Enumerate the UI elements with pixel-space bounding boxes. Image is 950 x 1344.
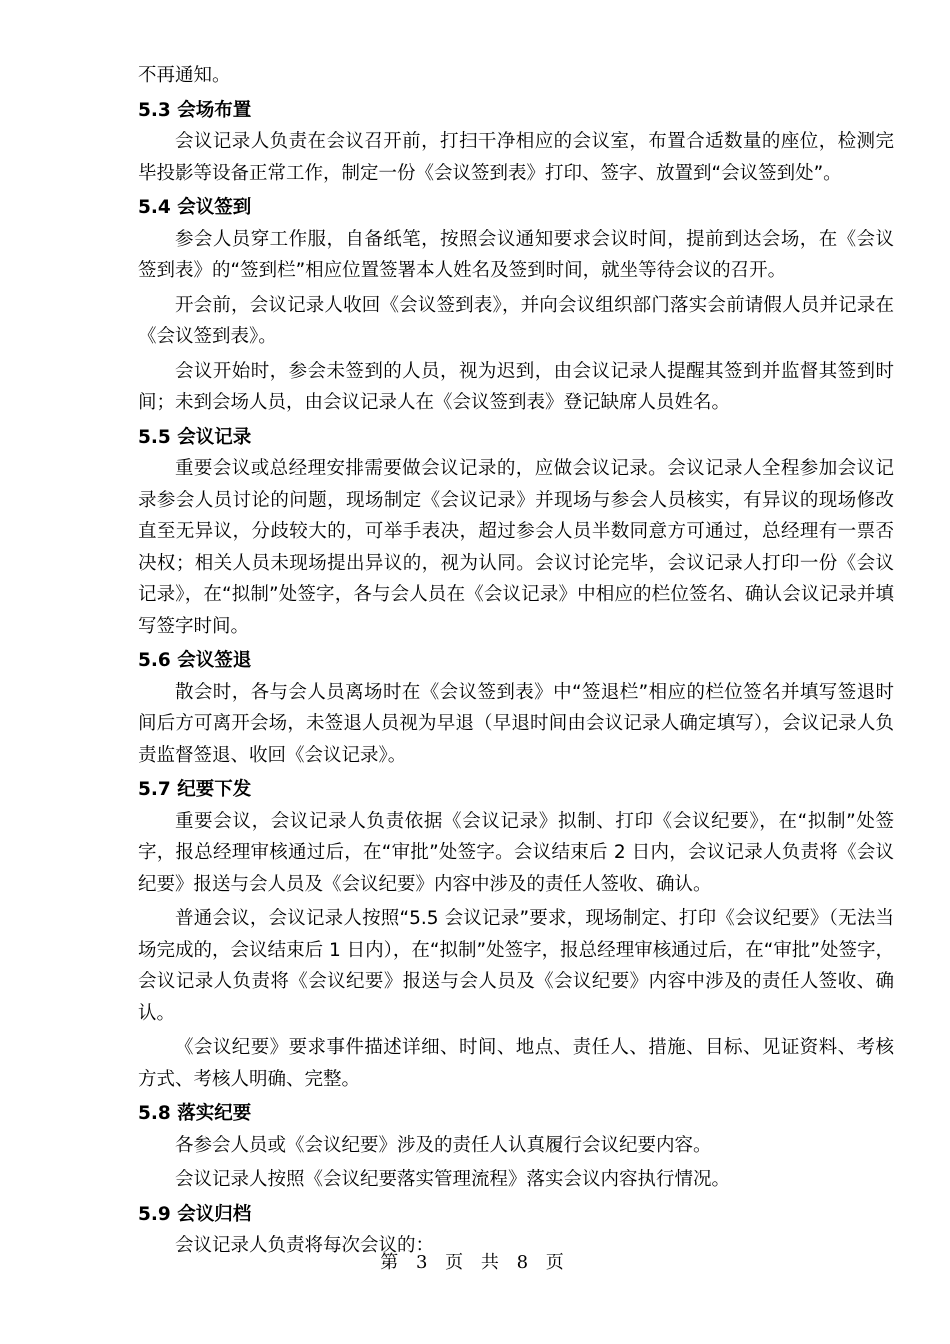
paragraph: 重要会议或总经理安排需要做会议记录的，应做会议记录。会议记录人全程参加会议记录参会人员讨论的问题，现场制定《会议记录》并现场与参会人员核实，有异议的现场修改直至无异议，分歧较大的，可举手表决，超过参会人员半数同意方可通过，总经理有一票否决权；相关人员未现场提出异议的，视为认同。会议讨论完毕，会议记录人打印一份《会议记录》，在“拟制”处签字，各与会人员在《会议记录》中相应的栏位签名、确认会议记录并填写签字时间。 [138, 458, 894, 637]
section-heading-5-6: 5.6 会议签退 [138, 650, 252, 671]
section-heading-5-4: 5.4 会议签到 [138, 197, 252, 218]
paragraph: 开会前，会议记录人收回《会议签到表》，并向会议组织部门落实会前请假人员并记录在《会议签到表》。 [138, 294, 894, 347]
section-heading-5-7: 5.7 纪要下发 [138, 779, 252, 800]
continuation-text: 不再通知。 [138, 65, 231, 86]
paragraph: 各参会人员或《会议纪要》涉及的责任人认真履行会议纪要内容。 [175, 1134, 712, 1156]
paragraph: 会议记录人按照《会议纪要落实管理流程》落实会议内容执行情况。 [175, 1169, 731, 1190]
document-body [138, 60, 894, 1262]
footer-prefix: 第 [380, 1252, 405, 1273]
section-heading-5-5: 5.5 会议记录 [138, 426, 252, 448]
section-heading-5-8: 5.8 落实纪要 [138, 1103, 252, 1124]
paragraph: 会议记录人负责在会议召开前，打扫干净相应的会议室，布置合适数量的座位，检测完毕投影等设备正常工作，制定一份《会议签到表》打印、签字、放置到“会议签到处”。 [138, 131, 894, 184]
page-footer [0, 1250, 950, 1276]
section-heading-5-3: 5.3 会场布置 [138, 99, 252, 121]
paragraph: 散会时，各与会人员离场时在《会议签到表》中“签退栏”相应的栏位签名并填写签退时间后方可离开会场，未签退人员视为早退（早退时间由会议记录人确定填写），会议记录人负责监督签退、收回《会议记录》。 [138, 681, 894, 766]
paragraph: 《会议纪要》要求事件描述详细、时间、地点、责任人、措施、目标、见证资料、考核方式、考核人明确、完整。 [138, 1037, 894, 1090]
paragraph: 普通会议，会议记录人按照“5.5 会议记录”要求，现场制定、打印《会议纪要》（无法当场完成的，会议结束后 1 日内），在“拟制”处签字，报总经理审核通过后，在“审批”处签字，会议记录人负责将《会议纪要》报送与会人员及《会议纪要》内容中涉及的责任人签收、确认。 [138, 908, 894, 1024]
total-page-count: 8 [516, 1252, 535, 1273]
section-heading-5-9: 5.9 会议归档 [138, 1203, 252, 1225]
paragraph: 参会人员穿工作服，自备纸笔，按照会议通知要求会议时间，提前到达会场，在《会议签到表》的“签到栏”相应位置签署本人姓名及签到时间，就坐等待会议的召开。 [138, 228, 894, 281]
footer-middle: 页 共 [445, 1252, 505, 1273]
current-page-number: 3 [415, 1252, 434, 1273]
paragraph: 会议开始时，参会未签到的人员，视为迟到，由会议记录人提醒其签到并监督其签到时间；未到会场人员，由会议记录人在《会议签到表》登记缺席人员姓名。 [138, 360, 894, 413]
paragraph: 会议记录人负责将每次会议的： [175, 1235, 435, 1256]
footer-suffix: 页 [545, 1252, 570, 1273]
paragraph: 重要会议，会议记录人负责依据《会议记录》拟制、打印《会议纪要》，在“拟制”处签字，报总经理审核通过后，在“审批”处签字。会议结束后 2 日内，会议记录人负责将《会议纪要》报送与会人员及《会议纪要》内容中涉及的责任人签收、确认。 [138, 810, 894, 895]
